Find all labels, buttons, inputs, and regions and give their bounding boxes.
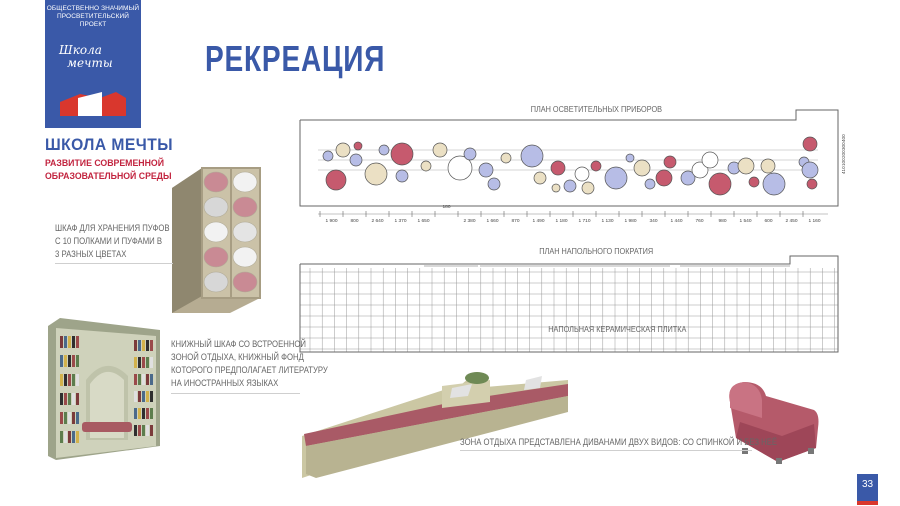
book-icon [68, 393, 71, 405]
dimension-label: 1 130 [601, 219, 614, 224]
pouf-icon [204, 272, 228, 292]
caption-line: С 10 ПОЛКАМИ И ПУФАМИ В [55, 236, 163, 246]
divider [55, 263, 173, 264]
floor-plan-label: ПЛАН НАПОЛЬНОГО ПОКРАТИЯ [539, 246, 654, 256]
dimension-label: 1 900 [325, 219, 338, 224]
lamp-icon [738, 158, 754, 174]
lamp-icon [521, 145, 543, 167]
dimension-label: 800 [350, 219, 359, 224]
lamp-icon [433, 143, 447, 157]
lamp-icon [326, 170, 346, 190]
lamp-icon [564, 180, 576, 192]
book-icon [142, 374, 145, 385]
pouf-icon [233, 197, 257, 217]
pouf-cabinet-caption [55, 222, 170, 261]
book-icon [76, 355, 79, 367]
dimension-label: 180 [442, 205, 451, 210]
page-number [857, 474, 878, 505]
dimension-label: 2 450 [785, 219, 798, 224]
lamp-icon [479, 163, 493, 177]
logo-word-2: мечты [67, 56, 113, 70]
lamp-icon [582, 182, 594, 194]
book-icon [64, 374, 67, 386]
book-icon [150, 408, 153, 419]
book-icon [68, 336, 71, 348]
lamp-icon [336, 143, 350, 157]
lamp-icon [656, 170, 672, 186]
dimension-label: 760 [695, 219, 704, 224]
book-icon [64, 431, 67, 443]
brand-title: ШКОЛА МЕЧТЫ [45, 135, 174, 154]
dimension-label: 2 640 [371, 219, 384, 224]
book-icon [138, 408, 141, 419]
lamp-icon [575, 167, 589, 181]
book-icon [72, 412, 75, 424]
brand-subtitle-line: РАЗВИТИЕ СОВРЕМЕННОЙ [45, 158, 165, 169]
book-icon [150, 374, 153, 385]
lamp-icon [664, 156, 676, 168]
caption-line: ЗОНОЙ ОТДЫХА, КНИЖНЫЙ ФОНД [171, 352, 304, 362]
lamp-icon [488, 178, 500, 190]
side-dimension-label: 200 [841, 150, 846, 158]
lamp-icon [626, 154, 634, 162]
lamp-icon [365, 163, 387, 185]
book-icon [76, 336, 79, 348]
book-icon [60, 355, 63, 367]
book-icon [68, 355, 71, 367]
caption-line: 3 РАЗНЫХ ЦВЕТАХ [55, 249, 127, 259]
side-dimension-label: 410 [841, 166, 846, 174]
dimension-label: 340 [649, 219, 658, 224]
book-icon [68, 412, 71, 424]
lamp-icon [749, 177, 759, 187]
book-icon [60, 393, 63, 405]
dimension-label: 1 540 [739, 219, 752, 224]
book-icon [72, 374, 75, 386]
dimension-label: 1 980 [624, 219, 637, 224]
book-icon [142, 357, 145, 368]
divider [171, 393, 300, 394]
floor-plan-drawing [300, 256, 840, 354]
caption-line: ШКАФ ДЛЯ ХРАНЕНИЯ ПУФОВ [55, 223, 170, 233]
book-icon [72, 431, 75, 443]
book-icon [68, 374, 71, 386]
lamp-icon [379, 145, 389, 155]
dimension-label: 1 650 [417, 219, 430, 224]
dimension-label: 2 380 [463, 219, 476, 224]
lamp-icon [709, 173, 731, 195]
book-icon [138, 391, 141, 402]
lamp-icon [763, 173, 785, 195]
pouf-icon [204, 222, 228, 242]
dimension-label: 1 660 [486, 219, 499, 224]
book-icon [138, 340, 141, 351]
lamp-icon [464, 148, 476, 160]
side-dimension-label: 100 [841, 158, 846, 166]
book-icon [134, 374, 137, 385]
book-icon [72, 355, 75, 367]
book-icon [138, 374, 141, 385]
pouf-cabinet-image [172, 168, 262, 313]
book-icon [76, 374, 79, 386]
book-icon [146, 391, 149, 402]
book-icon [142, 425, 145, 436]
bookcase-image [48, 318, 160, 460]
pouf-icon [233, 222, 257, 242]
dimension-label: 1 370 [394, 219, 407, 224]
brand-subtitle-line: ОБРАЗОВАТЕЛЬНОЙ СРЕДЫ [45, 171, 172, 182]
dimension-label: 1 710 [578, 219, 591, 224]
book-icon [60, 412, 63, 424]
book-icon [64, 393, 67, 405]
brand-banner [45, 0, 141, 128]
dimension-label: 600 [764, 219, 773, 224]
lamp-icon [396, 170, 408, 182]
lamp-icon [421, 161, 431, 171]
lamp-icon [634, 160, 650, 176]
side-dimension-label: 400 [841, 134, 846, 142]
book-icon [142, 391, 145, 402]
pouf-icon [204, 247, 228, 267]
lamp-icon [501, 153, 511, 163]
book-icon [72, 336, 75, 348]
book-icon [150, 357, 153, 368]
lighting-plan-drawing [298, 108, 858, 228]
book-icon [76, 412, 79, 424]
lamp-icon [605, 167, 627, 189]
brand-subtitle [45, 157, 172, 183]
pouf-icon [233, 272, 257, 292]
book-icon [146, 374, 149, 385]
floor-tile-label: НАПОЛЬНАЯ КЕРАМИЧЕСКАЯ ПЛИТКА [548, 324, 687, 334]
lamp-icon [761, 159, 775, 173]
dimension-label: 870 [511, 219, 520, 224]
divider [460, 450, 752, 451]
page-number-accent [857, 501, 878, 505]
caption-line: НА ИНОСТРАННЫХ ЯЗЫКАХ [171, 378, 279, 388]
book-icon [60, 336, 63, 348]
logo-word-1: Школа [59, 43, 102, 57]
book-icon [150, 425, 153, 436]
brand-logo [59, 44, 129, 70]
book-icon [142, 340, 145, 351]
book-icon [76, 393, 79, 405]
book-icon [138, 425, 141, 436]
lamp-icon [591, 161, 601, 171]
caption-line: КОТОРОГО ПРЕДПОЛАГАЕТ ЛИТЕРАТУРУ [171, 365, 328, 375]
pouf-icon [204, 172, 228, 192]
book-icon [142, 408, 145, 419]
book-icon [76, 431, 79, 443]
dimension-label: 1 490 [532, 219, 545, 224]
lamp-icon [802, 162, 818, 178]
lamp-icon [803, 137, 817, 151]
lamp-icon [702, 152, 718, 168]
seating-caption: ЗОНА ОТДЫХА ПРЕДСТАВЛЕНА ДИВАНАМИ ДВУХ ВИДОВ: СО СПИНКОЙ И БЕЗ НЕЁ [460, 437, 778, 447]
book-icon [146, 357, 149, 368]
book-icon [68, 431, 71, 443]
lamp-icon [645, 179, 655, 189]
book-icon [146, 425, 149, 436]
page-title: РЕКРЕАЦИЯ [205, 38, 386, 79]
book-icon [134, 425, 137, 436]
book-icon [64, 412, 67, 424]
pouf-icon [204, 197, 228, 217]
caption-line: КНИЖНЫЙ ШКАФ СО ВСТРОЕННОЙ [171, 339, 307, 349]
lamp-icon [391, 143, 413, 165]
book-icon [60, 431, 63, 443]
book-icon [64, 336, 67, 348]
book-icon [72, 393, 75, 405]
book-icon [150, 340, 153, 351]
lamp-icon [534, 172, 546, 184]
pouf-icon [233, 247, 257, 267]
lighting-plan-label: ПЛАН ОСВЕТИТЕЛЬНЫХ ПРИБОРОВ [530, 104, 663, 114]
house-icon [60, 88, 126, 116]
dimension-label: 980 [718, 219, 727, 224]
side-dimension-label: 300 [841, 142, 846, 150]
lamp-icon [323, 151, 333, 161]
lamp-icon [354, 142, 362, 150]
book-icon [146, 340, 149, 351]
book-icon [60, 374, 63, 386]
book-icon [134, 408, 137, 419]
book-icon [64, 355, 67, 367]
sofa-image [722, 378, 822, 466]
dimension-label: 1 160 [808, 219, 821, 224]
pouf-icon [233, 172, 257, 192]
bench-image [302, 362, 574, 480]
lamp-icon [552, 184, 560, 192]
book-icon [134, 391, 137, 402]
brand-tagline: ОБЩЕСТВЕННО ЗНАЧИМЫЙ ПРОСВЕТИТЕЛЬСКИЙ ПРОЕКТ [46, 5, 140, 28]
lamp-icon [350, 154, 362, 166]
book-icon [138, 357, 141, 368]
dimension-label: 1 440 [670, 219, 683, 224]
page-number-text: 33 [861, 479, 874, 490]
book-icon [146, 408, 149, 419]
dimension-label: 1 180 [555, 219, 568, 224]
lamp-icon [551, 161, 565, 175]
lamp-icon [807, 179, 817, 189]
book-icon [134, 340, 137, 351]
book-icon [134, 357, 137, 368]
book-icon [150, 391, 153, 402]
